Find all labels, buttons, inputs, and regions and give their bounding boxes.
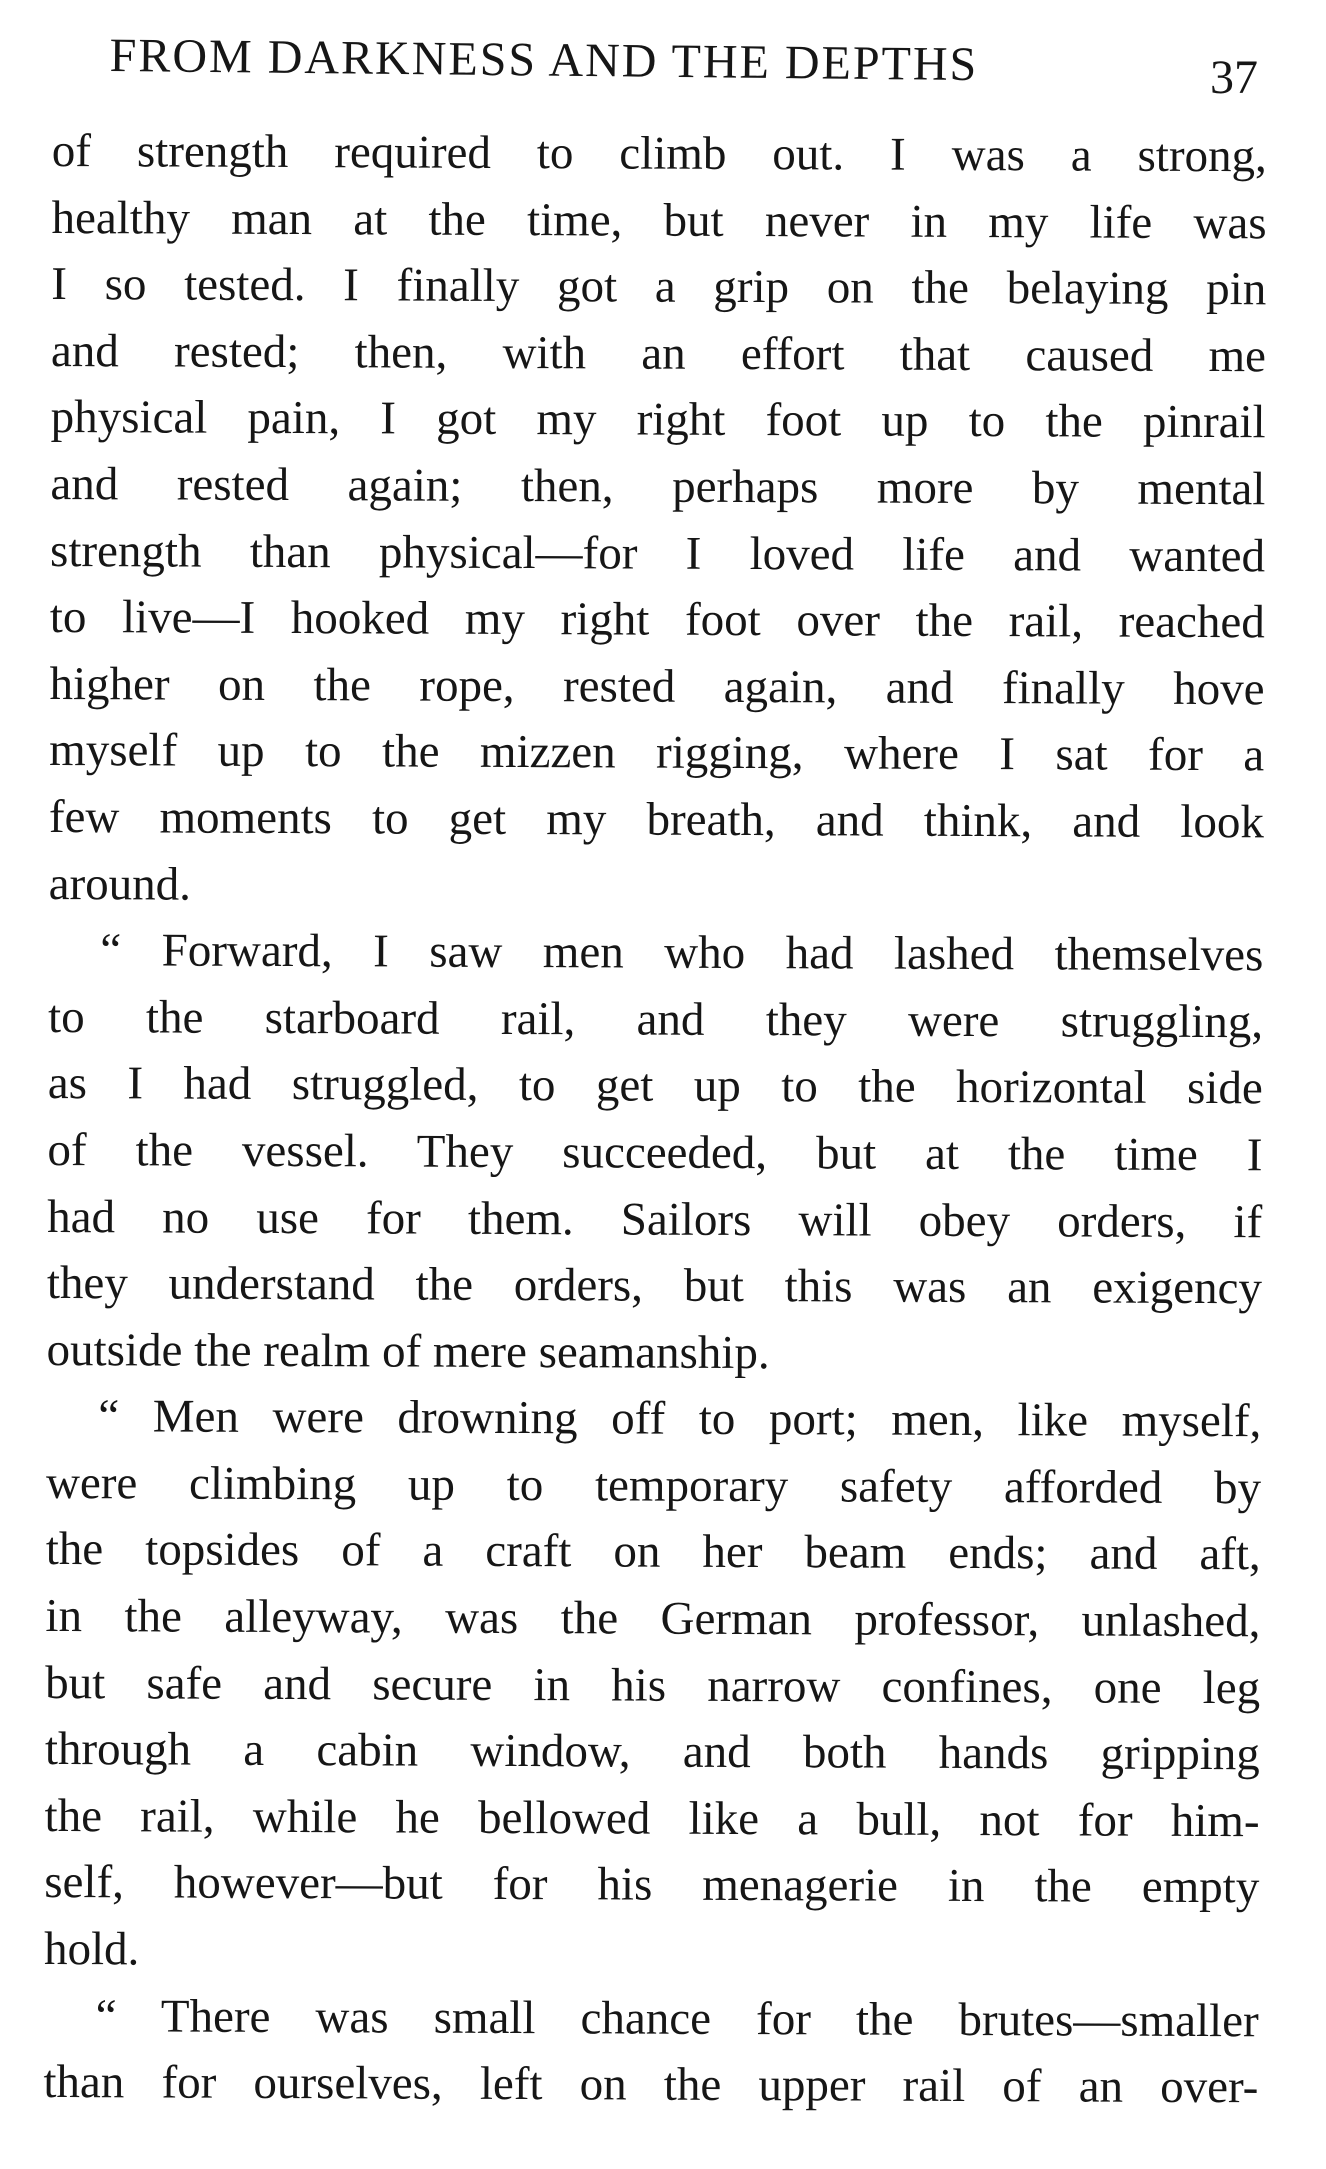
paragraph-end-line: outside the realm of mere seamanship. bbox=[46, 1323, 770, 1379]
text-line: higher on the rope, rested again, and finally hove bbox=[49, 657, 1265, 716]
text-line: as I had struggled, to get up to the horizontal side bbox=[47, 1057, 1263, 1115]
text-line: had no use for them. Sailors will obey orders, if bbox=[47, 1190, 1263, 1248]
text-line: myself up to the mizzen rigging, where I sat for a bbox=[49, 724, 1265, 782]
text-line: physical pain, I got my right foot up to the pinrail bbox=[50, 391, 1266, 449]
text-line: but safe and secure in his narrow confines, one leg bbox=[45, 1656, 1261, 1714]
text-line: I so tested. I finally got a grip on the belaying pin bbox=[51, 258, 1267, 316]
text-line: of the vessel. They succeeded, but at the time I bbox=[47, 1123, 1263, 1182]
text-line: to the starboard rail, and they were struggling, bbox=[47, 990, 1264, 1049]
text-line: through a cabin window, and both hands gripping bbox=[44, 1723, 1260, 1781]
text-line: self, however—but for his menagerie in the empty bbox=[44, 1856, 1260, 1914]
text-line: and rested; then, with an effort that caused me bbox=[50, 324, 1267, 383]
paragraph-start-line: “ There was small chance for the brutes—smaller bbox=[95, 1989, 1259, 2047]
text-line: in the alleyway, was the German professor, unlashed, bbox=[45, 1590, 1261, 1648]
paragraph-end-line: hold. bbox=[43, 1923, 140, 1976]
text-line: and rested again; then, perhaps more by mental bbox=[50, 457, 1266, 516]
running-head bbox=[110, 28, 1270, 118]
paragraph-start-line: “ Men were drowning off to port; men, like myself, bbox=[98, 1390, 1262, 1448]
text-line: strength than physical—for I loved life and wanted bbox=[49, 524, 1266, 582]
paragraph-start-line: “ Forward, I saw men who had lashed themselves bbox=[100, 924, 1264, 982]
paragraph-end-line: around. bbox=[48, 857, 192, 911]
text-line: healthy man at the time, but never in my life was bbox=[51, 191, 1267, 249]
text-line: they understand the orders, but this was an exigency bbox=[46, 1257, 1263, 1315]
text-line: few moments to get my breath, and think, and look bbox=[48, 790, 1265, 849]
text-line: the topsides of a craft on her beam ends; and aft, bbox=[45, 1523, 1261, 1581]
text-line: were climbing up to temporary safety afforded by bbox=[45, 1456, 1262, 1515]
body-text bbox=[43, 118, 1267, 2121]
text-line: the rail, while he bellowed like a bull, not for him- bbox=[44, 1789, 1260, 1848]
running-head-title: FROM DARKNESS AND THE DEPTHS bbox=[109, 28, 979, 92]
text-line: to live—I hooked my right foot over the rail, reached bbox=[49, 591, 1265, 649]
text-line: than for ourselves, left on the upper rail of an over- bbox=[43, 2056, 1259, 2114]
page-number: 37 bbox=[1210, 51, 1258, 104]
text-line: of strength required to climb out. I was a strong, bbox=[51, 124, 1267, 183]
